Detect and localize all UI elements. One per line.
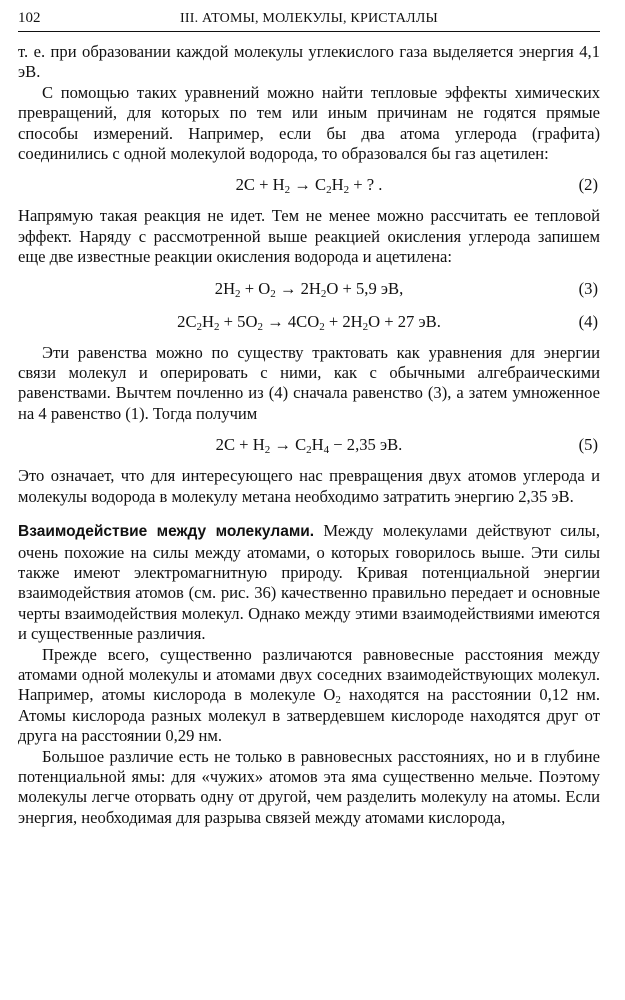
formula-subscript: 4 (323, 444, 330, 457)
formula-text: → 4CO (262, 311, 320, 331)
formula-text: H (202, 311, 214, 331)
formula-subscript: 2 (320, 287, 327, 300)
formula-text: + O (240, 278, 271, 298)
equation-formula (18, 173, 600, 197)
paragraph-6 (18, 521, 600, 644)
equation-formula (18, 310, 600, 334)
formula-text: 2C + H (235, 175, 285, 195)
formula-text: O + 5,9 эВ, (326, 278, 404, 298)
formula-subscript: 2 (196, 320, 203, 333)
paragraph-4: Эти равенства можно по существу трактовать как уравнения для энергии связи молекул и оперировать с ними, как с обычными алгебраическими равенствами. Вычтем почленно из (4) сначала равенство (3), а затем умноженное на 4 равенство (1). Тогда получим (18, 342, 600, 423)
formula-subscript: 2 (270, 287, 276, 300)
formula-subscript: 2 (319, 320, 325, 333)
formula-subscript: 2 (214, 320, 220, 333)
paragraph-7-part-b: находятся на расстоянии 0,12 нм. Атомы кислорода разных молекул в затвердевшем кислороде находятся друг от друга на расстоянии 0,29 нм. (18, 685, 600, 746)
page-header (18, 10, 600, 32)
formula-subscript: 2 (235, 287, 241, 300)
equation-5 (18, 433, 600, 457)
formula-subscript: 2 (362, 320, 369, 333)
formula-text: 2C (177, 311, 197, 331)
oxygen-subscript: 2 (335, 694, 341, 707)
formula-text: H (311, 435, 324, 455)
formula-text: H (331, 175, 344, 195)
formula-subscript: 2 (306, 444, 312, 457)
equation-number: (2) (578, 175, 598, 195)
paragraph-8: Большое различие есть не только в равновесных расстояниях, но и в глубине потенциальной ямы: для «чужих» атомов эта яма существенно мельче. Поэтому молекулы легче оторвать одну от другой, чем разделить молекулу на атомы. Если энергия, необходимая для разрыва связей между атомами кислорода, (18, 746, 600, 827)
paragraph-7-part-a: Прежде всего, существенно различаются равновесные расстояния между атомами одной молекулы и атомами двух соседних взаимодействующих молекул. Например, атомы кислорода в молекуле O (18, 644, 600, 705)
paragraph-3: Напрямую такая реакция не идет. Тем не менее можно рассчитать ее тепловой эффект. Наряду с рассмотренной выше реакцией окисления углерода запишем еще две известные реакции окисления водорода и ацетилена: (18, 206, 600, 267)
formula-text: + 5O (219, 311, 258, 331)
paragraph-5: Это означает, что для интересующего нас превращения двух атомов углерода и молекулы водорода в молекулу метана необходимо затратить энергию 2,35 эВ. (18, 466, 600, 506)
formula-text: + ? . (349, 175, 383, 195)
formula-text: 2H (214, 278, 236, 298)
running-title: III. АТОМЫ, МОЛЕКУЛЫ, КРИСТАЛЛЫ (180, 11, 438, 26)
formula-text: 2C + H (215, 435, 265, 455)
formula-text: O + 27 эВ. (368, 311, 441, 331)
equation-3 (18, 277, 600, 301)
equation-number: (5) (578, 435, 598, 455)
formula-subscript: 2 (257, 320, 263, 333)
equation-4 (18, 310, 600, 334)
paragraph-1: т. е. при образовании каждой молекулы углекислого газа выделяется энергия 4,1 эВ. (18, 42, 600, 82)
equation-formula (18, 277, 600, 301)
page-number: 102 (18, 10, 41, 26)
equation-formula (18, 433, 600, 457)
formula-subscript: 2 (284, 184, 291, 197)
paragraph-7 (18, 645, 600, 747)
equation-number: (4) (578, 311, 598, 331)
page-body (18, 42, 600, 828)
section-title: Взаимодействие между молекулами. (18, 523, 315, 541)
formula-text: → C (290, 175, 327, 195)
formula-subscript: 2 (264, 444, 271, 457)
equation-2 (18, 173, 600, 197)
paragraph-2: С помощью таких уравнений можно найти тепловые эффекты химических превращений, для которых по тем или иным причинам не годятся прямые способы измерений. Например, если бы два атома углерода (графита) соединились с одной молекулой водорода, то образовался бы газ ацетилен: (18, 82, 600, 164)
formula-text: − 2,35 эВ. (329, 435, 403, 455)
formula-subscript: 2 (343, 184, 350, 197)
formula-subscript: 2 (326, 184, 332, 197)
formula-text: → 2H (275, 278, 321, 298)
section-text: Между молекулами действуют силы, очень похожие на силы между атомами, о которых говорилось выше. Эти силы также имеют электромагнитную природу. Кривая потенциальной энергии взаимодействия атомов (см. рис. 36) качественно правильно передает и основные черты взаимодействия молекул. Однако между этими взаимодействиями имеются и существенные различия. (18, 521, 600, 644)
formula-text: → C (270, 435, 307, 455)
book-page (18, 10, 600, 828)
equation-number: (3) (578, 278, 598, 298)
formula-text: + 2H (324, 311, 363, 331)
